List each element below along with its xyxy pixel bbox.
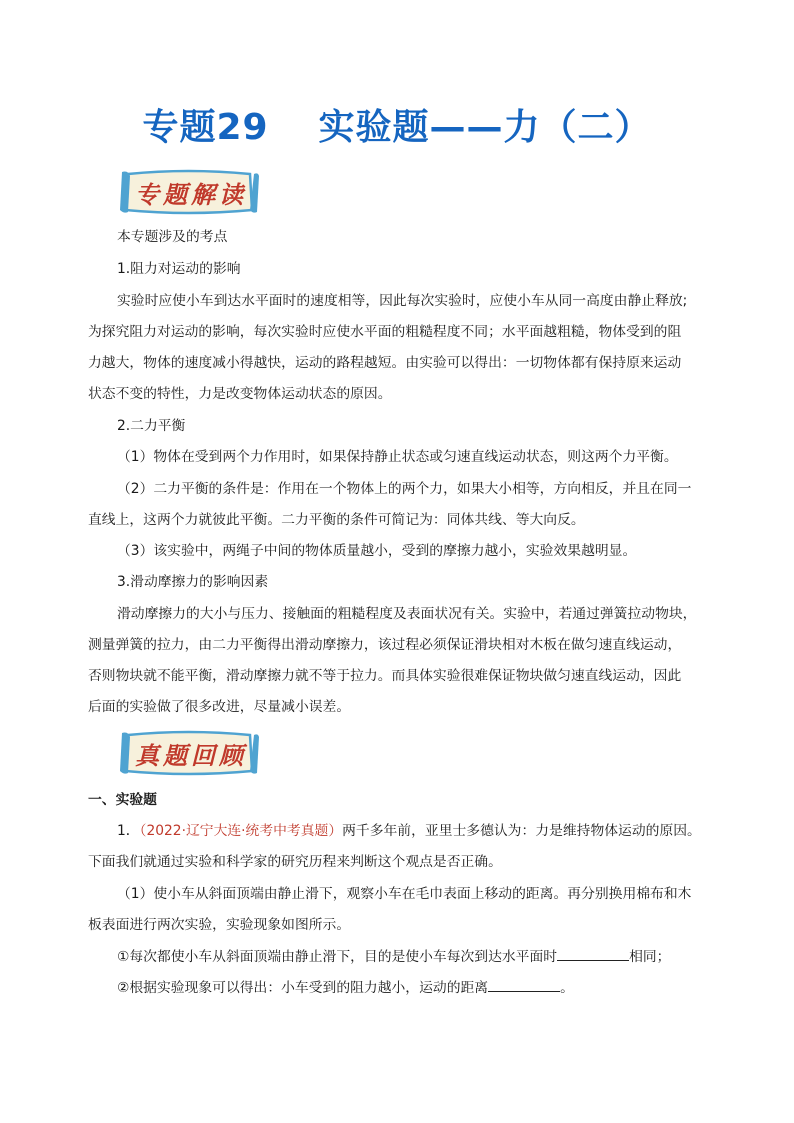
review-banner xyxy=(118,727,260,779)
banner-label: 专题解读 xyxy=(135,180,247,209)
page-title xyxy=(0,103,794,153)
topic1-line: 实验时应使小车到达水平面时的速度相等，因此每次实验时，应使小车从同一高度由静止释放; xyxy=(117,293,688,309)
section-heading: 一、实验题 xyxy=(88,792,157,808)
topic1-line: 力越大，物体的速度减小得越快，运动的路程越短。由实验可以得出：一切物体都有保持原来运动 xyxy=(88,355,682,371)
topic3-line: 测量弹簧的拉力，由二力平衡得出滑动摩擦力，该过程必须保证滑块相对木板在做匀速直线运动， xyxy=(88,637,682,653)
interpretation-banner xyxy=(118,166,260,218)
banner-label: 真题回顾 xyxy=(135,741,247,770)
topic3-line: 滑动摩擦力的大小与压力、接触面的粗糙程度及表面状况有关。实验中，若通过弹簧拉动物块， xyxy=(117,606,697,622)
question-1-line xyxy=(117,821,757,841)
question-1-sub: （1）使小车从斜面顶端由静止滑下，观察小车在毛巾表面上移动的距离。再分别换用棉布和木 xyxy=(117,886,692,902)
topic3-line: 否则物块就不能平衡，滑动摩擦力就不等于拉力。而具体实验很难保证物块做匀速直线运动，因此 xyxy=(88,668,682,684)
title-topic-name: 实验题——力（二） xyxy=(318,107,652,148)
item-text: 。 xyxy=(560,980,574,996)
question-1-line: 下面我们就通过实验和科学家的研究历程来判断这个观点是否正确。 xyxy=(88,854,502,870)
intro-heading: 本专题涉及的考点 xyxy=(117,229,228,245)
question-number: 1． xyxy=(117,823,140,839)
topic2-line: （2）二力平衡的条件是：作用在一个物体上的两个力，如果大小相等，方向相反，并且在同一 xyxy=(117,481,692,497)
item-text: ②根据实验现象可以得出：小车受到的阻力越小，运动的距离 xyxy=(117,980,489,996)
answer-blank[interactable] xyxy=(557,946,629,961)
question-text: 两千多年前，亚里士多德认为：力是维持物体运动的原因。 xyxy=(342,823,701,839)
question-1-item-2 xyxy=(117,977,757,998)
question-1-sub: 板表面进行两次实验，实验现象如图所示。 xyxy=(88,917,351,933)
topic2-line: （3）该实验中，两绳子中间的物体质量越小，受到的摩擦力越小，实验效果越明显。 xyxy=(117,543,637,559)
item-text: ①每次都使小车从斜面顶端由静止滑下，目的是使小车每次到达水平面时 xyxy=(117,949,558,965)
topic2-line: 直线上，这两个力就彼此平衡。二力平衡的条件可简记为：同体共线、等大向反。 xyxy=(88,512,585,528)
title-topic-number: 专题29 xyxy=(142,107,269,148)
topic3-line: 后面的实验做了很多改进，尽量减小误差。 xyxy=(88,699,351,715)
topic1-title: 1.阻力对运动的影响 xyxy=(117,261,241,277)
topic2-line: （1）物体在受到两个力作用时，如果保持静止状态或匀速直线运动状态，则这两个力平衡。 xyxy=(117,449,678,465)
topic1-line: 为探究阻力对运动的影响，每次实验时应使水平面的粗糙程度不同；水平面越粗糙，物体受到的阻 xyxy=(88,324,682,340)
question-1-item-1 xyxy=(117,946,757,967)
topic3-title: 3.滑动摩擦力的影响因素 xyxy=(117,574,269,590)
item-text: 相同； xyxy=(629,949,671,965)
answer-blank[interactable] xyxy=(488,977,560,992)
topic1-line: 状态不变的特性，力是改变物体运动状态的原因。 xyxy=(88,386,392,402)
topic2-title: 2.二力平衡 xyxy=(117,418,186,434)
question-source: （2022·辽宁大连·统考中考真题） xyxy=(139,823,343,839)
